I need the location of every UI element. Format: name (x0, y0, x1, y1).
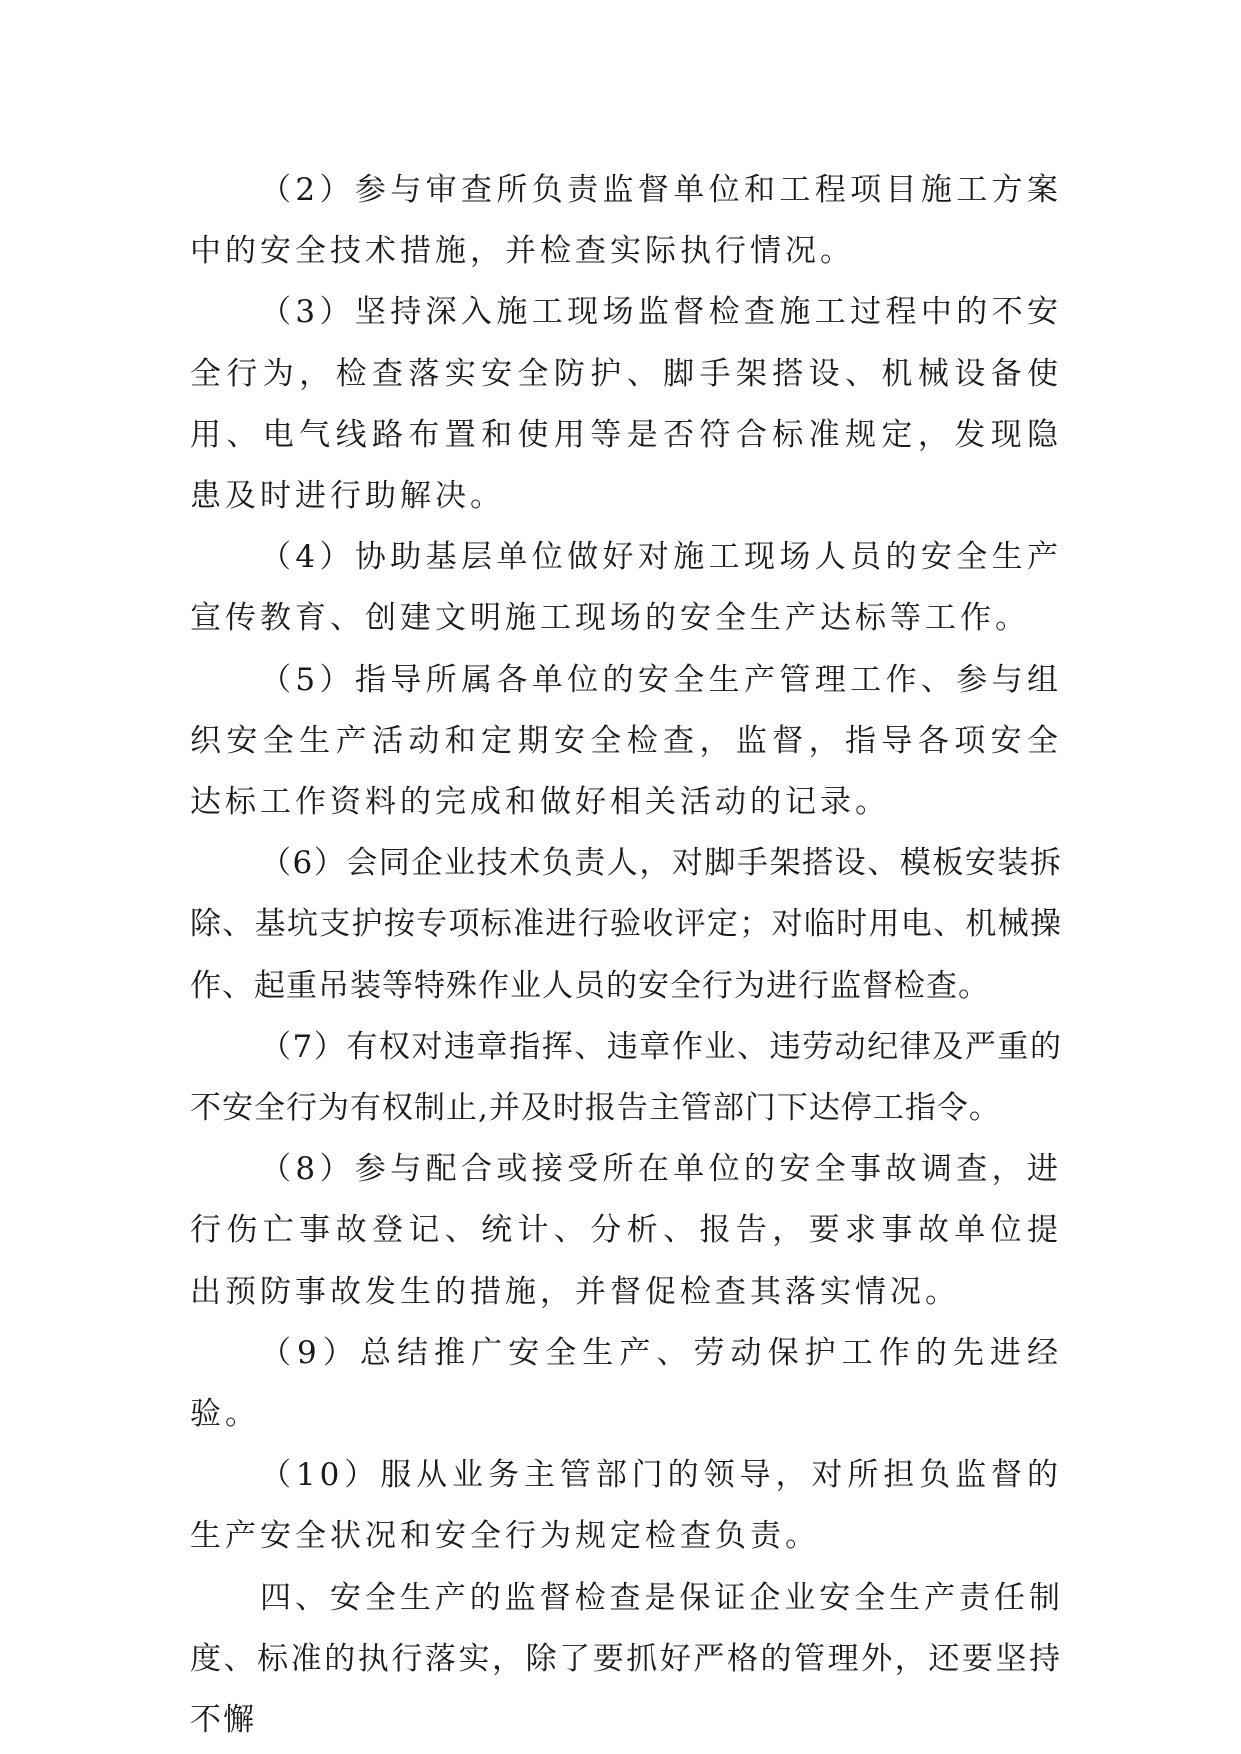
paragraph-item-9: （9）总结推广安全生产、劳动保护工作的先进经验。 (190, 1334, 1062, 1433)
paragraph-item-8: （8）参与配合或接受所在单位的安全事故调查，进行伤亡事故登记、统计、分析、报告，要求事故单位提出预防事故发生的措施，并督促检查其落实情况。 (190, 1151, 1062, 1310)
paragraph-item-10: （10）服从业务主管部门的领导，对所担负监督的生产安全状况和安全行为规定检查负责。 (190, 1457, 1062, 1555)
section-four-paragraph: 四、安全生产的监督检查是保证企业安全生产责任制度、标准的执行落实，除了要抓好严格的管理外，还要坚持不懈 (190, 1579, 1062, 1739)
paragraph-item-3: （3）坚持深入施工现场监督检查施工过程中的不安全行为，检查落实安全防护、脚手架搭设、机械设备使用、电气线路布置和使用等是否符合标准规定，发现隐患及时进行助解决。 (190, 294, 1062, 515)
document-body (190, 160, 1062, 1751)
paragraph-item-5: （5）指导所属各单位的安全生产管理工作、参与组织安全生产活动和定期安全检查，监督，指导各项安全达标工作资料的完成和做好相关活动的记录。 (190, 661, 1062, 821)
paragraph-item-7: （7）有权对违章指挥、违章作业、违劳动纪律及严重的不安全行为有权制止,并及时报告主管部门下达停工指令。 (190, 1028, 1062, 1127)
paragraph-item-2: （2）参与审查所负责监督单位和工程项目施工方案中的安全技术措施，并检查实际执行情况。 (190, 172, 1062, 270)
paragraph-item-4: （4）协助基层单位做好对施工现场人员的安全生产宣传教育、创建文明施工现场的安全生产达标等工作。 (190, 539, 1062, 637)
paragraph-item-6: （6）会同企业技术负责人，对脚手架搭设、模板安装拆除、基坑支护按专项标准进行验收评定；对临时用电、机械操作、起重吊装等特殊作业人员的安全行为进行监督检查。 (190, 845, 1062, 1004)
